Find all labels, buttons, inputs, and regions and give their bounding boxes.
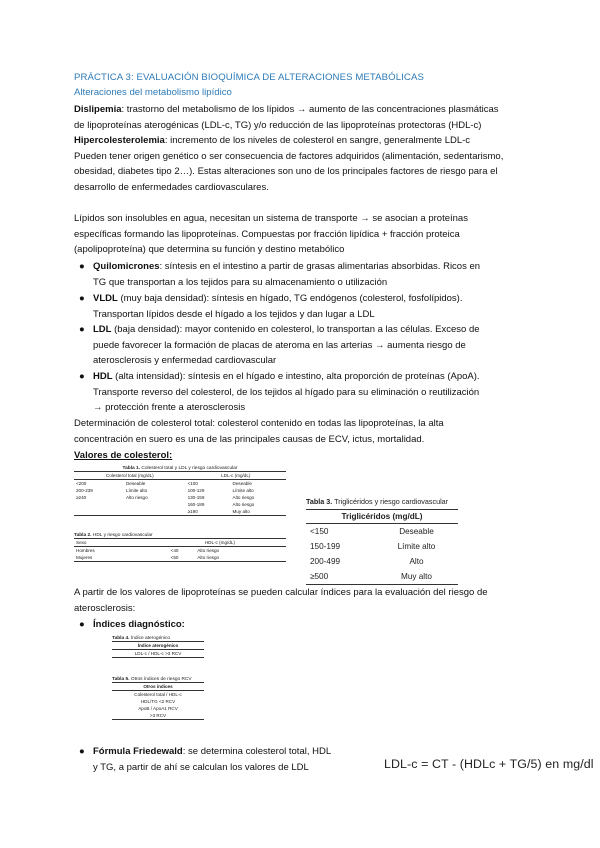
table-4-caption: Tabla 4. Índice aterogénico bbox=[112, 636, 171, 641]
bullet-dot: ● bbox=[79, 293, 85, 304]
table-row: LDL-c / HDL-c >3 RCV bbox=[112, 650, 204, 658]
table-row: ApoB / ApoA1 RCV bbox=[138, 706, 178, 711]
bullet-dot: ● bbox=[79, 261, 85, 272]
table-row: HDL/TG <2 RCV bbox=[140, 699, 176, 704]
table-row: <150 Deseable bbox=[310, 527, 434, 536]
table-2-header-hdl: HDL-c (mg/dL) bbox=[154, 539, 286, 547]
table-1-header-ldl: LDL-c (mg/dL) bbox=[186, 472, 286, 480]
dislipemia-term: Dislipemia bbox=[74, 104, 122, 115]
bullet-friedewald bbox=[79, 744, 363, 775]
table-row: 160-189 Alto riesgo bbox=[187, 502, 255, 507]
bullet-text-2: Transportan lípidos desde el hígado a los tejidos y dan lugar a LDL bbox=[93, 308, 375, 320]
values-heading-text: Valores de colesterol: bbox=[74, 450, 173, 461]
page-title: PRÁCTICA 3: EVALUACIÓN BIOQUÍMICA DE ALTERACIONES METABÓLICAS bbox=[74, 72, 424, 83]
bullet-quilomicrones bbox=[79, 259, 525, 290]
table-row: <200 Deseable <100 Deseable bbox=[76, 481, 252, 486]
bullet-text-3: aterosclerosis y enfermedad cardiovascular bbox=[93, 355, 277, 367]
table-5-header: Otros índices bbox=[112, 683, 204, 691]
table-row: >3 RCV bbox=[112, 712, 204, 720]
bullet-text: (baja densidad): mayor contenido en colesterol, lo transportan a las células. Exceso de bbox=[111, 324, 480, 335]
table-row: ≥190 Muy alto bbox=[74, 508, 286, 516]
intro-paragraph bbox=[74, 102, 524, 196]
hiper-text-3: obesidad, diabetes tipo 2…). Estas alteraciones son uno de los principales factores de riesgo para el bbox=[74, 166, 498, 178]
table-row: 200-499 Alto bbox=[310, 557, 424, 566]
indices-line-2: aterosclerosis: bbox=[74, 602, 136, 614]
table-row: Colesterol total / HDL-c bbox=[134, 692, 182, 697]
table-2-caption: Tabla 2. HDL y riesgo cardiovascular bbox=[74, 533, 153, 538]
table-3-caption: Tabla 3. Triglicéridos y riesgo cardiovascular bbox=[306, 497, 449, 506]
lipids-line-3: (apolipoproteína) que determina su función y destino metabólico bbox=[74, 244, 345, 256]
table-2-header-sex: Sexo bbox=[74, 539, 154, 547]
bullet-hdl bbox=[79, 369, 525, 416]
bullet-text-2: puede favorecer la formación de placas de ateroma en las arterias → aumenta riesgo de bbox=[93, 339, 466, 351]
dislipemia-text: : trastorno del metabolismo de los lípidos → aumento de las concentraciones plasmáticas bbox=[121, 104, 499, 115]
table-1 bbox=[74, 466, 286, 516]
lipids-line-2: específicas formando las lipoproteínas. Compuestas por fracción lipídica + fracción proteica bbox=[74, 228, 460, 240]
hiper-text: : incremento de los niveles de colesterol en sangre, generalmente LDL-c bbox=[164, 135, 471, 147]
lipids-paragraph bbox=[74, 211, 524, 258]
table-2 bbox=[74, 533, 286, 562]
bullet-text: : se determina colesterol total, HDL bbox=[182, 746, 332, 757]
bullet-dot: ● bbox=[79, 619, 85, 630]
friedewald-formula: LDL-c = CT - (HDLc + TG/5) en mg/dl bbox=[384, 757, 594, 771]
table-row: ≥500 Muy alto bbox=[306, 569, 458, 585]
table-1-header-chol: Colesterol total (mg/dL) bbox=[74, 472, 186, 480]
bullet-term: VLDL bbox=[93, 293, 118, 304]
bullet-text-2: TG que transportan a los tejidos para su almacenamiento o utilización bbox=[93, 276, 388, 288]
table-4 bbox=[112, 636, 204, 658]
bullet-dot: ● bbox=[79, 324, 85, 335]
bullet-term: Fórmula Friedewald bbox=[93, 746, 183, 757]
values-heading bbox=[74, 448, 524, 464]
hiper-text-4: desarrollo de enfermedades cardiovasculares. bbox=[74, 181, 269, 193]
bullet-ldl bbox=[79, 322, 525, 369]
table-3 bbox=[306, 497, 458, 585]
bullet-text: : síntesis en el intestino a partir de grasas alimentarias absorbidas. Ricos en bbox=[159, 261, 481, 272]
bullet-text: (muy baja densidad): síntesis en hígado, TG endógenos (colesterol, fosfolípidos). bbox=[117, 293, 463, 304]
table-row: 150-199 Límite alto bbox=[310, 542, 436, 551]
bullet-text-3: → protección frente a aterosclerosis bbox=[93, 402, 246, 414]
indices-line-1: A partir de los valores de lipoproteínas se pueden calcular índices para la evaluación del riesgo de bbox=[74, 587, 488, 598]
section-subtitle: Alteraciones del metabolismo lipídico bbox=[74, 87, 232, 98]
hiper-text-2: Pueden tener origen genético o ser consecuencia de factores adquiridos (alimentación, sedentarismo, bbox=[74, 150, 504, 162]
hiper-term: Hipercolesterolemia bbox=[74, 135, 165, 147]
dislipemia-text-2: de lipoproteínas aterogénicas (LDL-c, TG) y/o reducción de las lipoproteínas protectoras (HDL-c) bbox=[74, 119, 482, 131]
bullet-term: LDL bbox=[93, 324, 112, 335]
table-5-caption: Tabla 5. Otros índices de riesgo RCV bbox=[112, 677, 192, 682]
indices-paragraph bbox=[74, 585, 534, 616]
table-row: 200-239 Límite alto 100-129 Límite alto bbox=[76, 488, 254, 493]
table-1-caption: Tabla 1. Colesterol total y LDL y riesgo cardiovascular bbox=[122, 466, 238, 471]
bullet-text: (alta intensidad): síntesis en el hígado e intestino, alta proporción de proteínas (ApoA). bbox=[112, 371, 480, 382]
total-chol-line-1: Determinación de colesterol total: colesterol contenido en todas las lipoproteínas, la alta bbox=[74, 418, 444, 429]
bullet-indices bbox=[79, 617, 525, 633]
bullet-dot: ● bbox=[79, 746, 85, 757]
bullet-text-2: y TG, a partir de ahí se calculan los valores de LDL bbox=[93, 761, 309, 773]
lipids-line-1: Lípidos son insolubles en agua, necesitan un sistema de transporte → se asocian a proteínas bbox=[74, 213, 468, 224]
table-row: Hombres <40 Alto riesgo bbox=[76, 548, 220, 553]
bullet-dot: ● bbox=[79, 371, 85, 382]
table-row: ≥240 Alto riesgo 130-159 Alto riesgo bbox=[76, 495, 255, 500]
bullet-term: Quilomicrones bbox=[93, 261, 160, 272]
total-cholesterol-paragraph bbox=[74, 416, 524, 447]
table-3-header: Triglicéridos (mg/dL) bbox=[306, 510, 458, 524]
bullet-text-2: Transporte reverso del colesterol, de los tejidos al hígado para su eliminación o reutilización bbox=[93, 386, 480, 398]
table-4-header: Índice aterogénico bbox=[112, 642, 204, 650]
bullet-term: Índices diagnóstico: bbox=[93, 619, 185, 630]
table-row: Mujeres <50 Alto riesgo bbox=[74, 554, 286, 562]
total-chol-line-2: concentración en suero es una de las principales causas de ECV, ictus, mortalidad. bbox=[74, 433, 425, 445]
table-5 bbox=[112, 677, 204, 720]
bullet-vldl bbox=[79, 291, 525, 322]
bullet-term: HDL bbox=[93, 371, 113, 382]
